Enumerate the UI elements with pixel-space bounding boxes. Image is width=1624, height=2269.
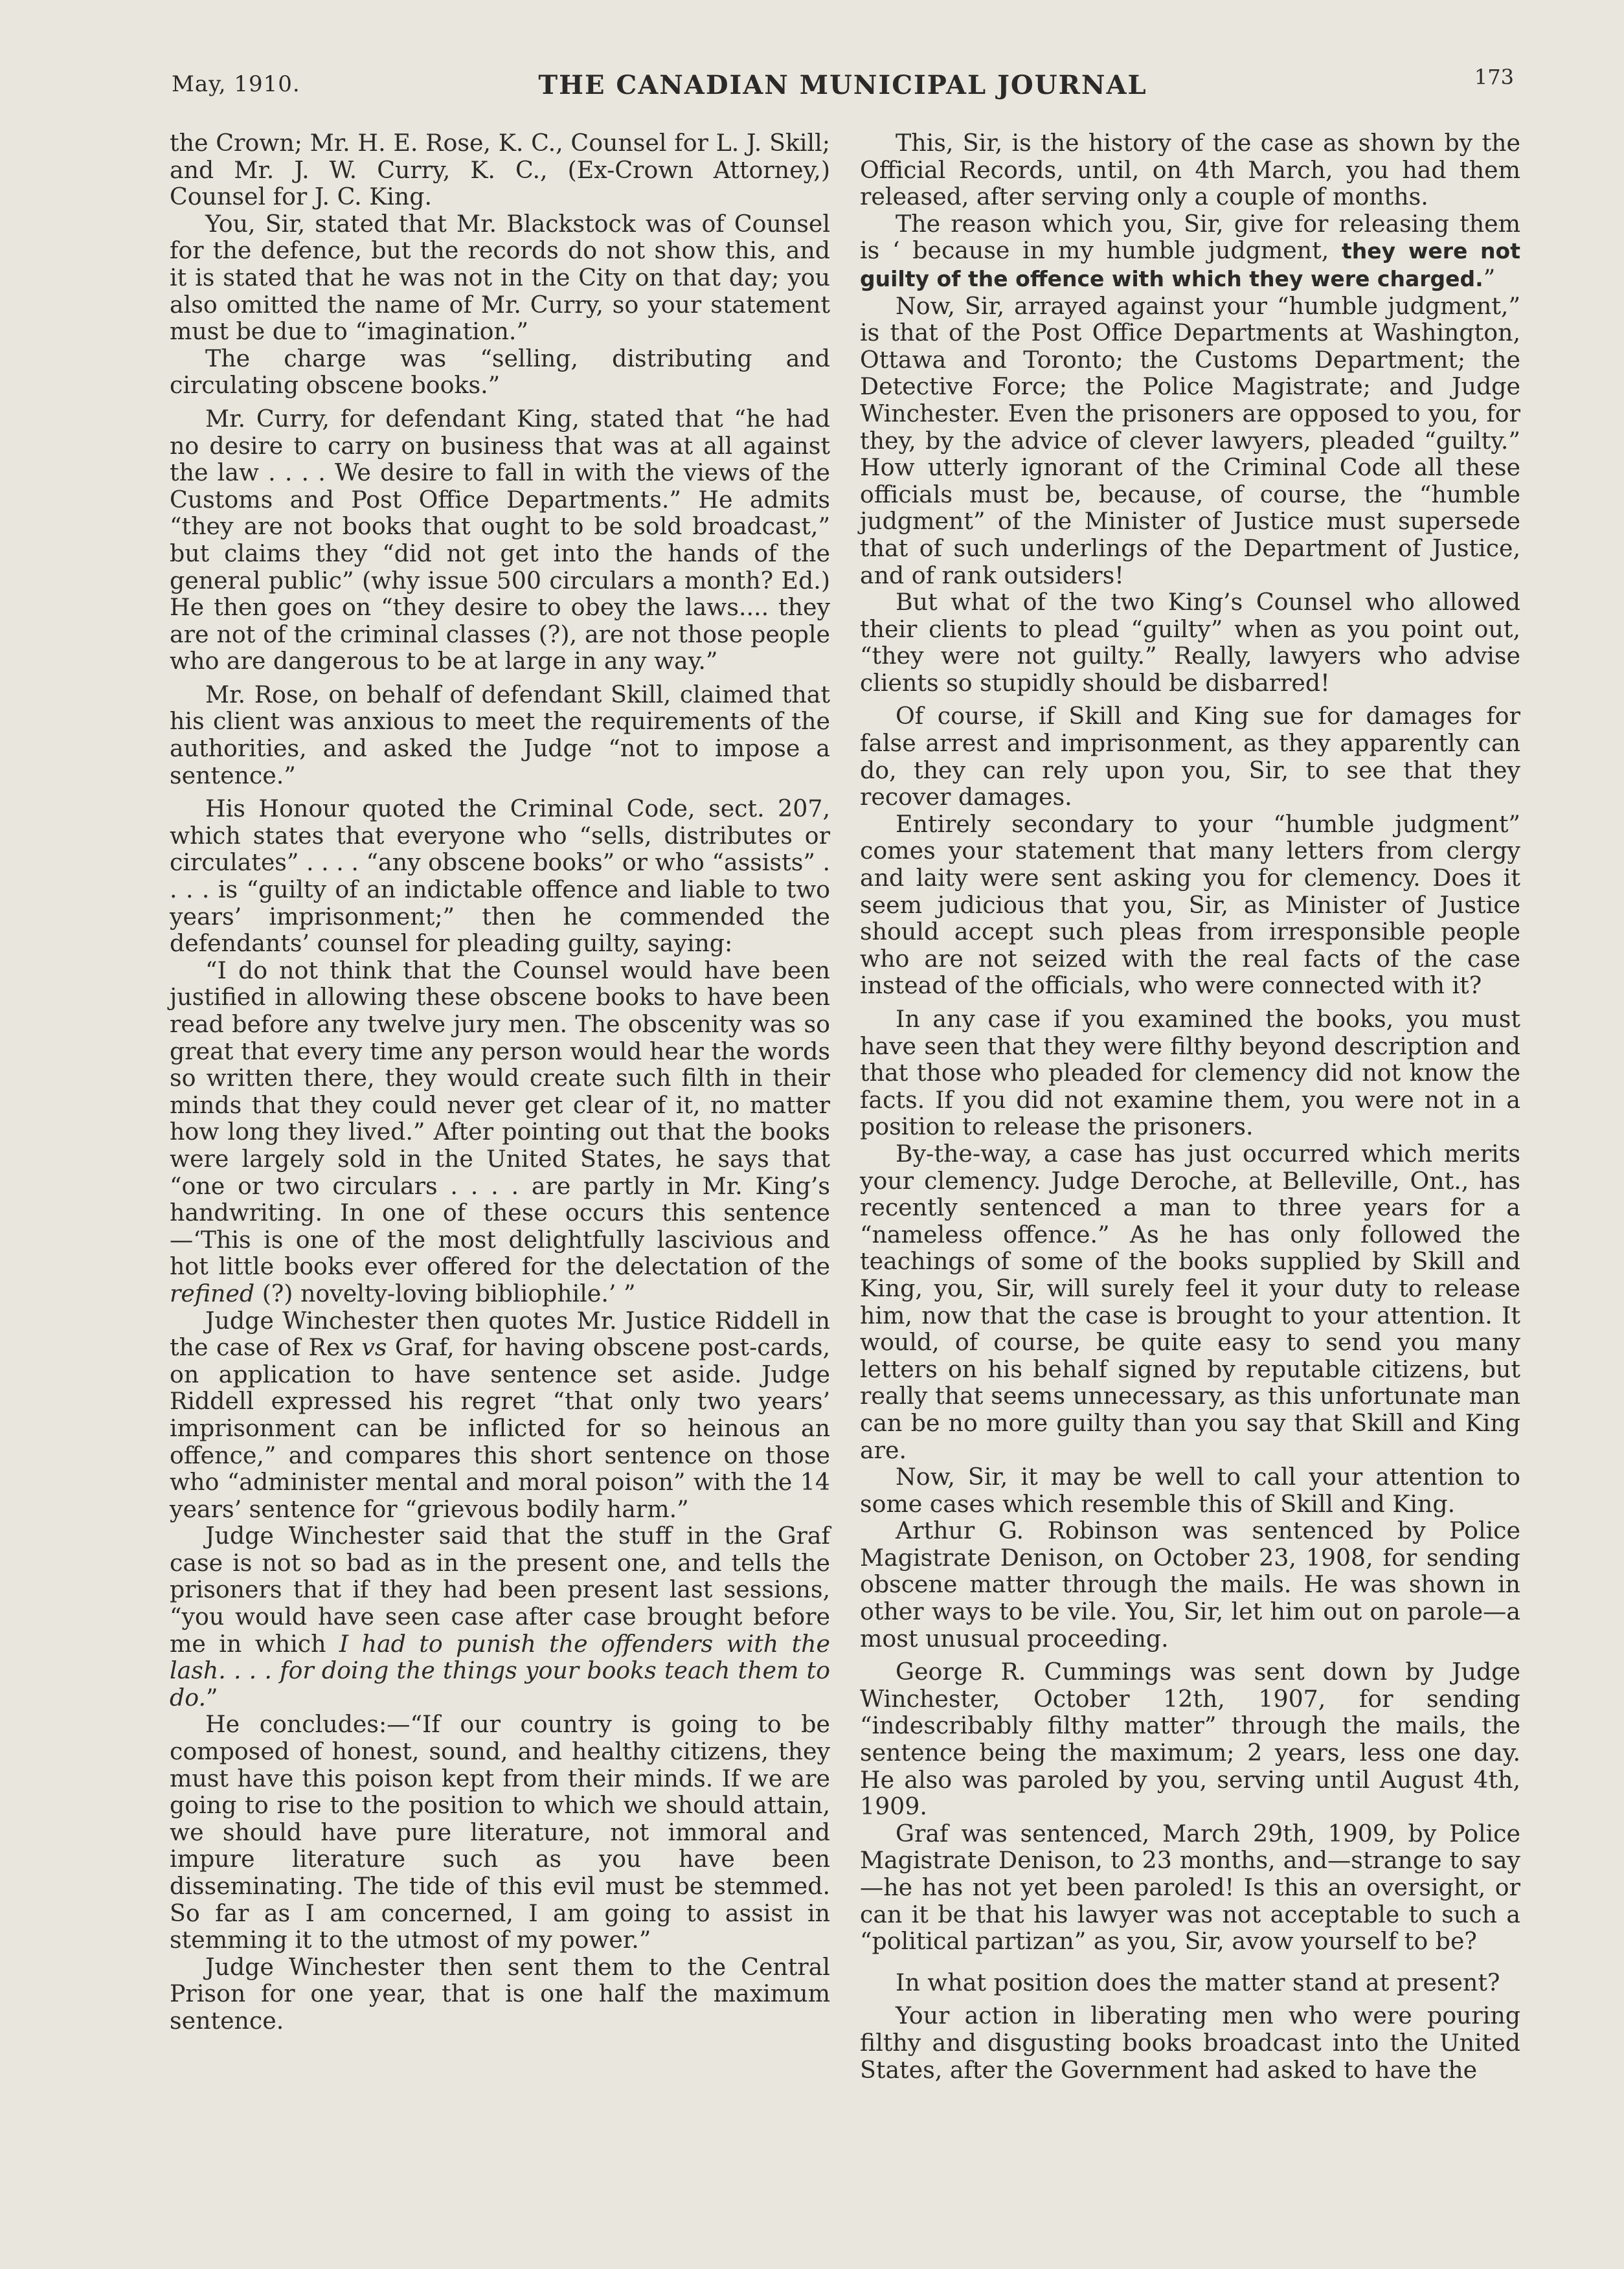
paragraph: Mr. Rose, on behalf of defendant Skill, claimed that his client was anxious to meet the requirements of the authorities, and asked the Judge “not to impose a sentence.” — [170, 680, 830, 789]
text-run: The reason which you, Sir, give for releasing them is ‘ because in my humble judgment, — [860, 209, 1520, 265]
paragraph: The charge was “selling, distributing and circulating obscene books.” — [170, 344, 830, 400]
quoted-paragraph — [170, 957, 830, 1307]
paragraph: Graf was sentenced, March 29th, 1909, by Police Magistrate Denison, to 23 months, and—strange to say —he has not yet been paroled! Is this an oversight, or can it be that his lawyer was not acceptable to such a “political partizan” as you, Sir, avow yourself to be? — [860, 1819, 1520, 1956]
page-number: 173 — [1474, 65, 1514, 89]
paragraph: Of course, if Skill and King sue for damages for false arrest and imprisonment, as they apparently can do, they can rely upon you, Sir, to see that they recover damages. — [860, 702, 1520, 811]
paragraph: He concludes:—“If our country is going to be composed of honest, sound, and healthy citizens, they must have this poison kept from their minds. If we are going to rise to the position to which we should attain, we should have pure literature, not immoral and impure literature such as you have been disseminating. The tide of this evil must be stemmed. So far as I am concerned, I am going to assist in stemming it to the utmost of my power.” — [170, 1710, 830, 1954]
paragraph — [170, 1522, 830, 1711]
paragraph: His Honour quoted the Criminal Code, sect. 207, which states that everyone who “sells, distributes or circulates” . . . . “any obscene books” or who “assists” . . . . is “guilty of an indictable offence and liable to two years’ imprisonment;” then he commended the defendants’ counsel for pleading guilty, saying: — [170, 795, 830, 958]
text-run: ” — [206, 1683, 218, 1711]
right-column — [860, 130, 1520, 2083]
text-run: (?) novelty-loving bibliophile.’ ” — [262, 1279, 636, 1307]
running-header — [172, 65, 1514, 104]
italic-text: refined — [170, 1279, 255, 1307]
paragraph — [170, 1307, 830, 1523]
text-run: Judge Winchester said that the stuff in the Graf case is not so bad as in the present one, and tells the prisoners that if they had been present last sessions, “you would have seen case after case brought before me in which — [170, 1522, 830, 1658]
paragraph: Entirely secondary to your “humble judgment” comes your statement that many letters from clergy and laity were sent asking you for clemency. Does it seem judicious that you, Sir, as Minister of Justice should accept such pleas from irresponsible people who are not seized with the real facts of the case instead of the officials, who were connected with it? — [860, 809, 1520, 1000]
text-run: “I do not think that the Counsel would have been justified in allowing these obscene books to have been read before any twelve jury men. The obscenity was so great that every time any person would hear the words so written there, they would create such filth in their minds that they could never get clear of it, no matter how long they lived.” After pointing out that the books were largely sold in the United States, he says that “one or two circulars . . . . are partly in Mr. King’s handwriting. In one of these occurs this sentence—‘This is one of the most delightfully lascivious and hot little books ever offered for the delectation of the — [170, 956, 830, 1281]
text-run: Graf, for having obscene post-cards, on application to have sentence set aside. Judge Riddell expressed his regret “that only two years’ imprisonment can be inflicted for so heinous an offence,” and compares this short sentence on those who “administer mental and moral poison” with the 14 years’ sentence for “grievous bodily harm.” — [170, 1333, 830, 1523]
paragraph: Arthur G. Robinson was sentenced by Police Magistrate Denison, on October 23, 1908, for sending obscene matter through the mails. He was shown in other ways to be vile. You, Sir, let him out on parole—a most unusual proceeding. — [860, 1517, 1520, 1653]
text-run: Judge Winchester then quotes Mr. Justice Riddell in the case of Rex — [170, 1306, 830, 1362]
paragraph: Your action in liberating men who were pouring filthy and disgusting books broadcast into the United States, after the Government had asked to have the — [860, 2002, 1520, 2084]
paragraph: Mr. Curry, for defendant King, stated that “he had no desire to carry on business that was at all against the law . . . . We desire to fall in with the views of the Customs and Post Office Departments.” He admits “they are not books that ought to be sold broadcast,” but claims they “did not get into the hands of the general public” (why issue 500 circulars a month? Ed.) He then goes on “they desire to obey the laws.... they are not of the criminal classes (?), are not those people who are dangerous to be at large in any way.” — [170, 404, 830, 675]
journal-title: THE CANADIAN MUNICIPAL JOURNAL — [538, 70, 1147, 100]
italic-text: vs — [361, 1333, 387, 1362]
issue-date: May, 1910. — [172, 71, 300, 97]
paragraph: In what position does the matter stand at present? — [896, 1968, 1500, 1996]
paragraph: Now, Sir, arrayed against your “humble judgment,” is that of the Post Office Departments at Washington, Ottawa and Toronto; the Customs Department; the Detective Force; the Police Magistrate; and Judge Winchester. Even the prisoners are opposed to you, for they, by the advice of clever lawyers, pleaded “guilty.” How utterly ignorant of the Criminal Code all these officials must be, because, of course, the “humble judgment” of the Minister of Justice must supersede that of such underlings of the Department of Justice, and of rank outsiders! — [860, 291, 1520, 589]
bold-text: they were not guilty of the offence with which they were charged. — [860, 238, 1520, 291]
paragraph: This, Sir, is the history of the case as shown by the Official Records, until, on 4th March, you had them released, after serving only a couple of months. — [860, 129, 1520, 211]
paragraph: In any case if you examined the books, you must have seen that they were filthy beyond description and that those who pleaded for clemency did not know the facts. If you did not examine them, you were not in a position to release the prisoners. — [860, 1005, 1520, 1141]
paragraph — [860, 210, 1520, 293]
text-run: ” — [1483, 264, 1496, 292]
paragraph: George R. Cummings was sent down by Judge Winchester, October 12th, 1907, for sending “indescribably filthy matter” through the mails, the sentence being the maximum; 2 years, less one day. He also was paroled by you, serving until August 4th, 1909. — [860, 1658, 1520, 1821]
paragraph: But what of the two King’s Counsel who allowed their clients to plead “guilty” when as you point out, “they were not guilty.” Really, lawyers who advise clients so stupidly should be disbarred! — [860, 588, 1520, 697]
paragraph: Judge Winchester then sent them to the Central Prison for one year, that is one half the maximum sentence. — [170, 1952, 830, 2035]
paragraph: You, Sir, stated that Mr. Blackstock was of Counsel for the defence, but the records do not show this, and it is stated that he was not in the City on that day; you also omitted the name of Mr. Curry, so your statement must be due to “imagination.” — [170, 209, 830, 346]
paragraph: By-the-way, a case has just occurred which merits your clemency. Judge Deroche, at Belleville, Ont., has recently sentenced a man to three years for a “nameless offence.” As he has only followed the teachings of some of the books supplied by Skill and King, you, Sir, will surely feel it your duty to release him, now that the case is brought to your attention. It would, of course, be quite easy to send you many letters on his behalf signed by reputable citizens, but really that seems unnecessary, as this unfortunate man can be no more guilty than you say that Skill and King are. — [860, 1139, 1520, 1464]
italic-text: I had to punish the offenders with the lash. . . . for doing the things your books teach them to do. — [170, 1629, 831, 1711]
left-column — [170, 130, 830, 2035]
paragraph: Now, Sir, it may be well to call your attention to some cases which resemble this of Skill and King. — [860, 1463, 1520, 1518]
paragraph: the Crown; Mr. H. E. Rose, K. C., Counsel for L. J. Skill; and Mr. J. W. Curry, K. C., (Ex-Crown Attorney,) Counsel for J. C. King. — [170, 129, 830, 211]
